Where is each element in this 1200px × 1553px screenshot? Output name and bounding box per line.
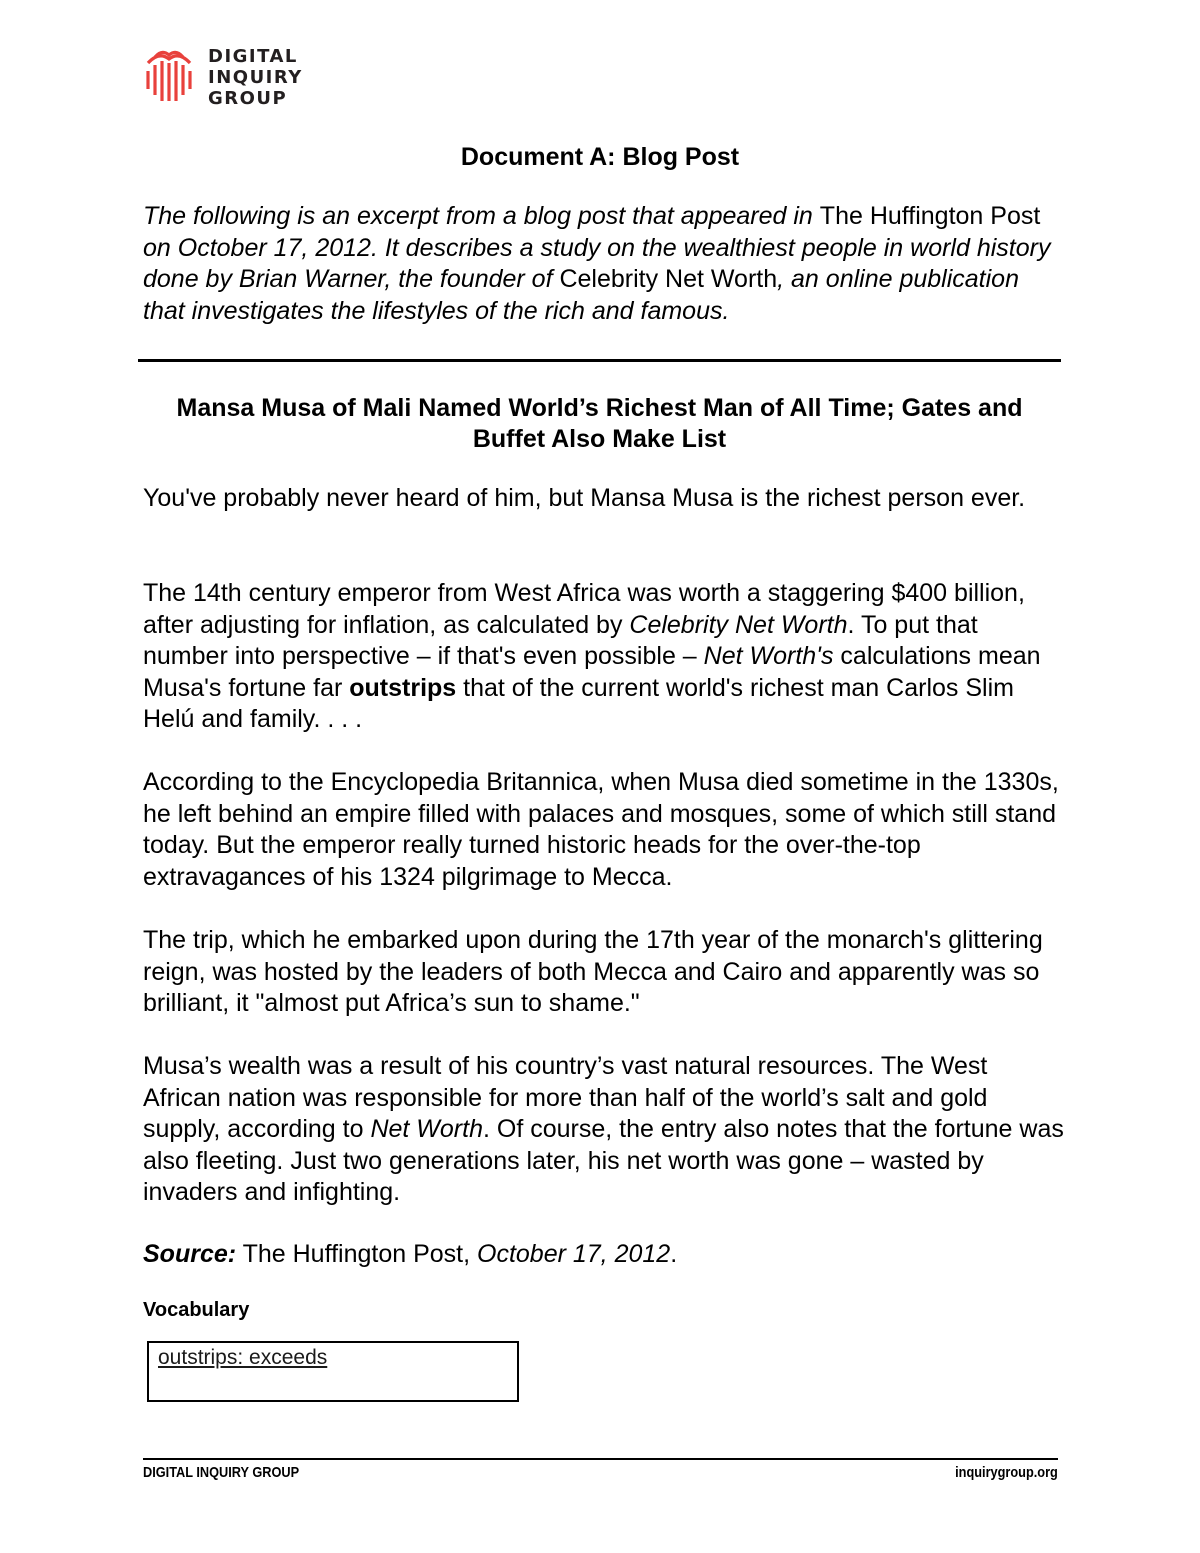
- section-divider: [138, 359, 1061, 362]
- article-paragraph-3: According to the Encyclopedia Britannica, when Musa died sometime in the 1330s, he left behind an empire filled with palaces and mosques, some of which still stand today. But the emperor really turned historic heads for the over-the-top extravagances of his 1324 pilgrimage to Mecca.: [143, 768, 1059, 891]
- source-publication: The Huffington Post,: [236, 1240, 477, 1268]
- vocabulary-entry: outstrips: exceeds: [158, 1346, 328, 1369]
- article-paragraph-2: [143, 578, 1068, 736]
- p5-text-1: Musa’s wealth was a result of his country’s vast natural resources. The West African nation was responsible for more than half of the world’s salt and gold supply, according to: [143, 1052, 988, 1143]
- intro-publication: The Huffington Post: [819, 202, 1041, 230]
- logo-line-2: INQUIRY: [208, 67, 303, 88]
- document-intro: [143, 201, 1063, 327]
- source-date: October 17, 2012: [477, 1240, 671, 1268]
- p5-emphasis: Net Worth: [370, 1115, 483, 1143]
- source-label: Source:: [143, 1240, 237, 1268]
- source-citation: [143, 1238, 677, 1270]
- logo-line-3: GROUP: [208, 88, 288, 109]
- source-end: .: [670, 1240, 678, 1268]
- article-paragraph-1: You've probably never heard of him, but Mansa Musa is the richest person ever.: [143, 484, 1026, 512]
- footer-divider: [143, 1458, 1058, 1460]
- vocab-term-outstrips: outstrips: [349, 673, 457, 702]
- p2-text-3: calculations mean Musa's fortune far: [143, 642, 1041, 702]
- digital-inquiry-group-logo-icon: [145, 49, 197, 105]
- vocabulary-label: Vocabulary: [143, 1299, 250, 1321]
- p2-text-1: The 14th century emperor from West Africa was worth a staggering $400 billion, after adjusting for inflation, as calculated by: [143, 579, 1025, 639]
- logo-wordmark: [208, 46, 303, 109]
- p2-emphasis-1: Celebrity Net Worth: [629, 610, 848, 639]
- p2-text-2: . To put that number into perspective – if that's even possible –: [143, 610, 978, 670]
- intro-text-1: The following is an excerpt from a blog post that appeared in: [143, 202, 820, 230]
- p5-text-2: . Of course, the entry also notes that the fortune was also fleeting. Just two generations later, his net worth was gone – wasted by invaders and infighting.: [143, 1115, 1064, 1206]
- article-headline: Mansa Musa of Mali Named World’s Richest Man of All Time; Gates and Buffet Also Make List: [176, 394, 1023, 453]
- article-paragraph-5: [143, 1051, 1068, 1209]
- intro-site: Celebrity Net Worth: [559, 265, 778, 293]
- logo-line-1: DIGITAL: [208, 46, 298, 67]
- article-paragraph-4: The trip, which he embarked upon during the 17th year of the monarch's glittering reign, was hosted by the leaders of both Mecca and Cairo and apparently was so brilliant, it "almost put Africa’s sun to shame.": [143, 926, 1043, 1017]
- intro-text-3: , an online publication that investigates the lifestyles of the rich and famous.: [143, 265, 1019, 325]
- footer-website: inquirygroup.org: [955, 1464, 1058, 1481]
- vocabulary-box: [147, 1341, 519, 1402]
- footer-organization: DIGITAL INQUIRY GROUP: [143, 1464, 300, 1481]
- p2-emphasis-2: Net Worth's: [703, 642, 834, 670]
- intro-text-2: on October 17, 2012. It describes a study on the wealthiest people in world history done by Brian Warner, the founder of: [143, 233, 1051, 293]
- logo: [145, 44, 325, 114]
- document-title: Document A: Blog Post: [460, 143, 740, 171]
- p2-text-4: that of the current world's richest man Carlos Slim Helú and family. . . .: [143, 673, 1014, 733]
